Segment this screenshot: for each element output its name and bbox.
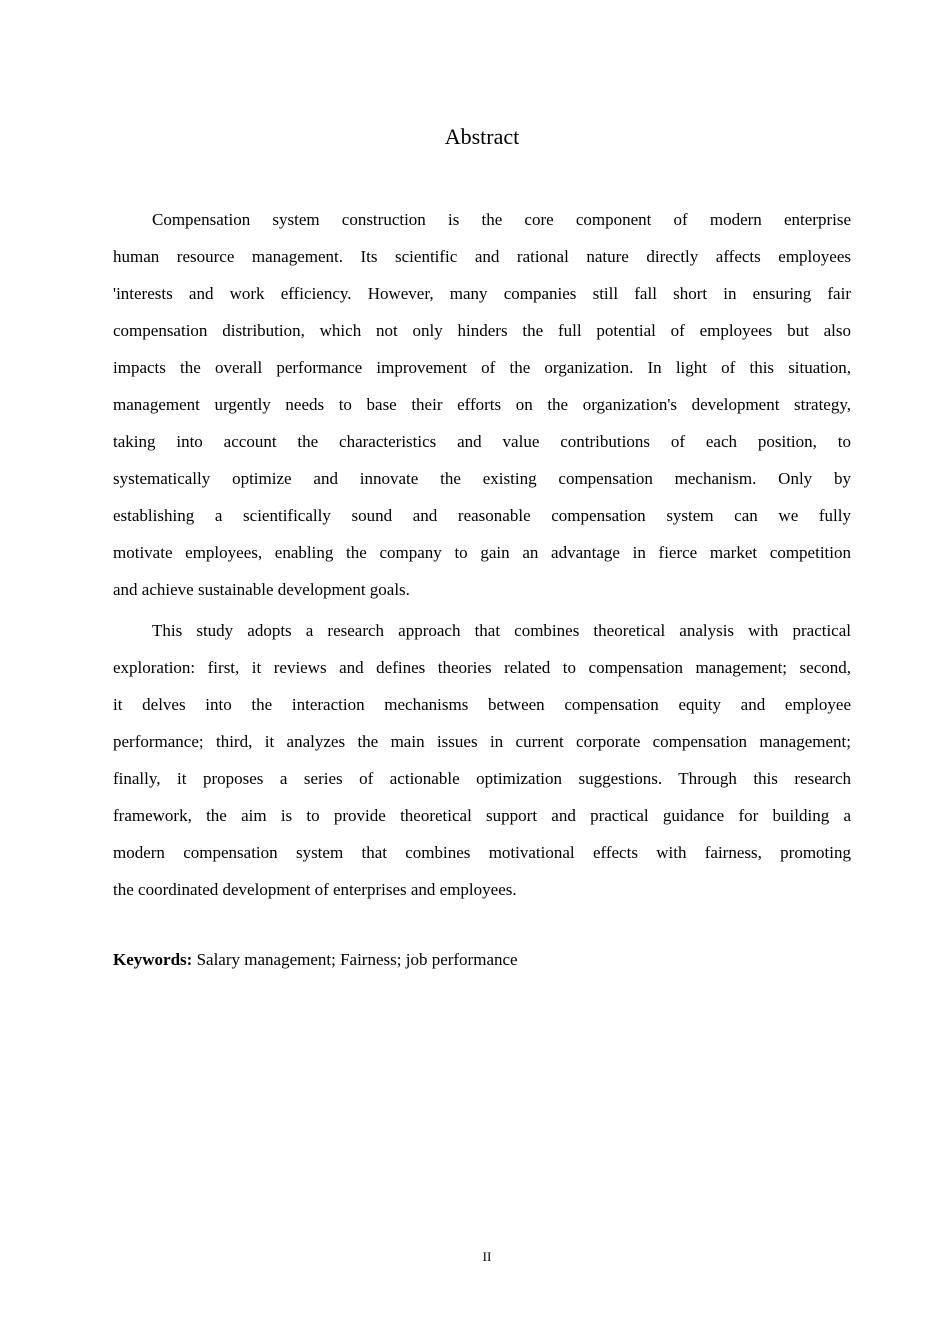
abstract-paragraph-2 [113, 612, 851, 908]
text-line: 'interests and work efficiency. However, many companies still fall short in ensuring fair [113, 284, 851, 303]
keywords [113, 950, 518, 970]
text-line: management urgently needs to base their efforts on the organization's development strategy, [113, 395, 851, 414]
abstract-title: Abstract [444, 124, 520, 149]
text-line: finally, it proposes a series of actionable optimization suggestions. Through this research [113, 769, 851, 788]
page-number: II [482, 1249, 492, 1264]
text-line: This study adopts a research approach that combines theoretical analysis with practical [152, 621, 851, 640]
text-line: Compensation system construction is the core component of modern enterprise [152, 210, 851, 229]
text-line: exploration: first, it reviews and defines theories related to compensation management; second, [113, 658, 851, 677]
text-line: impacts the overall performance improvement of the organization. In light of this situation, [113, 358, 851, 377]
text-line: taking into account the characteristics and value contributions of each position, to [113, 432, 851, 451]
text-line: and achieve sustainable development goals. [113, 580, 410, 599]
keywords-label: Keywords: [113, 950, 193, 969]
text-line: it delves into the interaction mechanisms between compensation equity and employee [113, 695, 851, 714]
text-line: compensation distribution, which not only hinders the full potential of employees but also [113, 321, 851, 340]
text-line: human resource management. Its scientific and rational nature directly affects employees [113, 247, 851, 266]
text-line: framework, the aim is to provide theoretical support and practical guidance for building a [113, 806, 851, 825]
text-line: systematically optimize and innovate the existing compensation mechanism. Only by [113, 469, 851, 488]
text-line: modern compensation system that combines motivational effects with fairness, promoting [113, 843, 851, 862]
abstract-paragraph-1 [113, 201, 851, 608]
text-line: motivate employees, enabling the company to gain an advantage in fierce market competition [113, 543, 851, 562]
text-line: establishing a scientifically sound and reasonable compensation system can we fully [113, 506, 851, 525]
text-line: the coordinated development of enterprises and employees. [113, 880, 517, 899]
keywords-value: Salary management; Fairness; job performance [192, 950, 518, 969]
text-line: performance; third, it analyzes the main issues in current corporate compensation management; [113, 732, 851, 751]
